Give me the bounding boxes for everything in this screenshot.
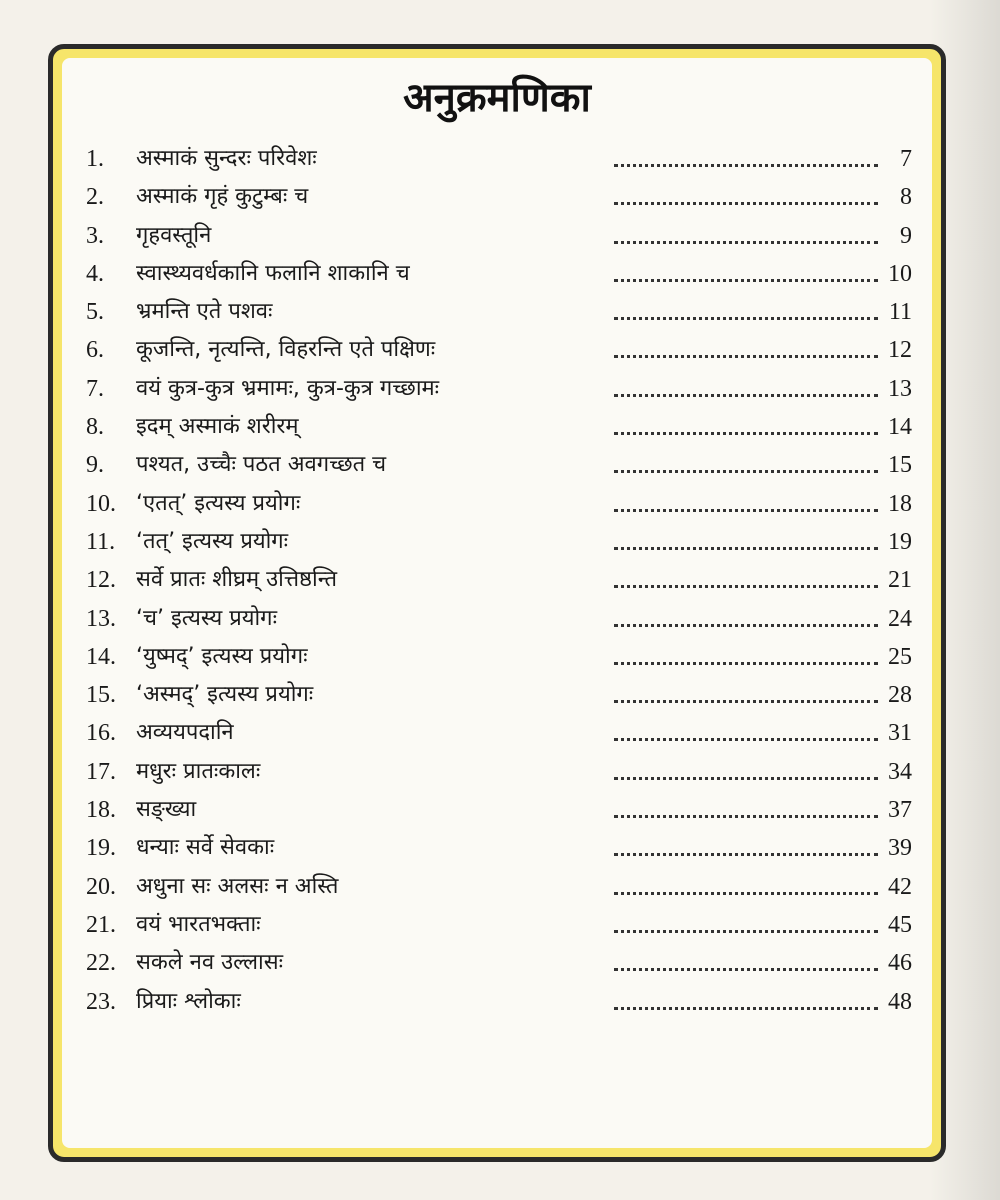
toc-entry-title: भ्रमन्ति एते पशवः [136, 299, 273, 325]
toc-entry-page: 14 [888, 414, 912, 441]
toc-entry-page: 37 [888, 797, 912, 824]
toc-entry-number: 3. [86, 222, 104, 249]
dot-leader [614, 470, 878, 473]
dot-leader [614, 164, 878, 167]
toc-entry-number: 13. [86, 605, 116, 632]
dot-leader [614, 202, 878, 205]
dot-leader [614, 738, 878, 741]
dot-leader [614, 355, 878, 358]
toc-entry [62, 178, 932, 216]
toc-entry-page: 28 [888, 682, 912, 709]
toc-entry-page: 25 [888, 643, 912, 670]
toc-entry-title: वयं भारतभक्ताः [136, 911, 261, 937]
toc-entry [62, 293, 932, 331]
toc-entry-number: 10. [86, 490, 116, 517]
toc-entry-page: 24 [888, 605, 912, 632]
dot-leader [614, 853, 878, 856]
toc-entry [62, 906, 932, 944]
toc-entry-page: 42 [888, 873, 912, 900]
dot-leader [614, 892, 878, 895]
toc-entry-page: 46 [888, 950, 912, 977]
toc-entry [62, 676, 932, 714]
toc-entry [62, 791, 932, 829]
toc-entry-number: 6. [86, 337, 104, 364]
toc-entry-number: 18. [86, 797, 116, 824]
toc-entry-number: 1. [86, 146, 104, 172]
toc-entry-number: 14. [86, 643, 116, 670]
toc-entry-page: 18 [888, 490, 912, 517]
toc-entry-number: 23. [86, 988, 116, 1015]
toc-entry-number: 7. [86, 375, 104, 402]
toc-entry-number: 11. [86, 528, 116, 555]
toc-entry-title: ‘तत्’ इत्यस्य प्रयोगः [136, 528, 289, 554]
toc-entry [62, 753, 932, 791]
toc-entry [62, 868, 932, 906]
toc-entry [62, 331, 932, 369]
toc-entry-number: 17. [86, 758, 116, 785]
toc-entry [62, 523, 932, 561]
toc-entry-number: 20. [86, 873, 116, 900]
toc-entry [62, 446, 932, 484]
page-title: अनुक्रमणिका [403, 75, 591, 121]
toc-entry-title: इदम् अस्माकं शरीरम् [136, 414, 299, 440]
toc-entry [62, 408, 932, 446]
toc-entry-title: अव्ययपदानि [136, 720, 234, 746]
toc-entry [62, 140, 932, 178]
toc-entry-page: 13 [888, 375, 912, 402]
toc-entry-page: 48 [888, 988, 912, 1015]
toc-entry-title: सर्वे प्रातः शीघ्रम् उत्तिष्ठन्ति [136, 567, 338, 593]
toc-entry [62, 255, 932, 293]
toc-entry-page: 19 [888, 528, 912, 555]
dot-leader [614, 547, 878, 550]
toc-entry-title: अस्माकं गृहं कुटुम्बः च [136, 184, 309, 210]
toc-entry [62, 638, 932, 676]
toc-entry-page: 21 [888, 567, 912, 594]
toc-entry-number: 2. [86, 184, 104, 211]
toc-entry-title: सङ्ख्या [136, 797, 197, 823]
dot-leader [614, 930, 878, 933]
toc-entry-page: 9 [900, 222, 912, 249]
dot-leader [614, 815, 878, 818]
table-of-contents [62, 140, 932, 1021]
dot-leader [614, 279, 878, 282]
toc-entry [62, 983, 932, 1021]
toc-entry-number: 16. [86, 720, 116, 747]
toc-entry-title: ‘अस्मद्’ इत्यस्य प्रयोगः [136, 682, 314, 708]
toc-entry-number: 4. [86, 260, 104, 287]
toc-entry [62, 600, 932, 638]
toc-entry-number: 12. [86, 567, 116, 594]
toc-entry-number: 22. [86, 950, 116, 977]
contents-panel [62, 58, 932, 1148]
dot-leader [614, 700, 878, 703]
toc-entry-title: सकले नव उल्लासः [136, 950, 284, 976]
toc-entry-page: 39 [888, 835, 912, 862]
toc-entry-title: कूजन्ति, नृत्यन्ति, विहरन्ति एते पक्षिणः [136, 337, 436, 363]
toc-entry-title: अधुना सः अलसः न अस्ति [136, 873, 339, 899]
toc-entry-page: 11 [888, 299, 912, 326]
contents-frame [48, 44, 946, 1162]
toc-entry-title: ‘च’ इत्यस्य प्रयोगः [136, 605, 278, 631]
toc-entry-title: पश्यत, उच्चैः पठत अवगच्छत च [136, 452, 387, 478]
toc-entry-page: 34 [888, 758, 912, 785]
toc-entry [62, 370, 932, 408]
toc-entry-title: वयं कुत्र-कुत्र भ्रमामः, कुत्र-कुत्र गच्छामः [136, 375, 440, 401]
toc-entry-number: 15. [86, 682, 116, 709]
toc-entry [62, 217, 932, 255]
toc-entry-title: मधुरः प्रातःकालः [136, 758, 261, 784]
dot-leader [614, 241, 878, 244]
toc-entry-title: स्वास्थ्यवर्धकानि फलानि शाकानि च [136, 260, 410, 286]
toc-entry-page: 45 [888, 911, 912, 938]
toc-entry-title: प्रियाः श्लोकाः [136, 988, 241, 1014]
toc-entry-number: 8. [86, 414, 104, 441]
toc-entry-number: 19. [86, 835, 116, 862]
toc-entry-title: धन्याः सर्वे सेवकाः [136, 835, 275, 861]
toc-entry-page: 8 [900, 184, 912, 211]
dot-leader [614, 968, 878, 971]
dot-leader [614, 509, 878, 512]
toc-entry-number: 21. [86, 911, 116, 938]
toc-entry-page: 15 [888, 452, 912, 479]
toc-entry-number: 5. [86, 299, 104, 326]
dot-leader [614, 432, 878, 435]
toc-entry-title: गृहवस्तूनि [136, 222, 212, 248]
dot-leader [614, 585, 878, 588]
toc-entry [62, 561, 932, 599]
toc-entry-title: अस्माकं सुन्दरः परिवेशः [136, 146, 317, 171]
dot-leader [614, 1007, 878, 1010]
toc-entry-number: 9. [86, 452, 104, 479]
toc-entry [62, 829, 932, 867]
dot-leader [614, 777, 878, 780]
toc-entry [62, 485, 932, 523]
toc-entry-page: 12 [888, 337, 912, 364]
toc-entry-page: 31 [888, 720, 912, 747]
toc-entry-page: 10 [888, 260, 912, 287]
toc-entry-title: ‘एतत्’ इत्यस्य प्रयोगः [136, 490, 301, 516]
toc-entry-title: ‘युष्मद्’ इत्यस्य प्रयोगः [136, 643, 308, 669]
dot-leader [614, 662, 878, 665]
dot-leader [614, 317, 878, 320]
toc-entry [62, 944, 932, 982]
toc-entry [62, 714, 932, 752]
dot-leader [614, 624, 878, 627]
dot-leader [614, 394, 878, 397]
toc-entry-page: 7 [900, 146, 912, 172]
